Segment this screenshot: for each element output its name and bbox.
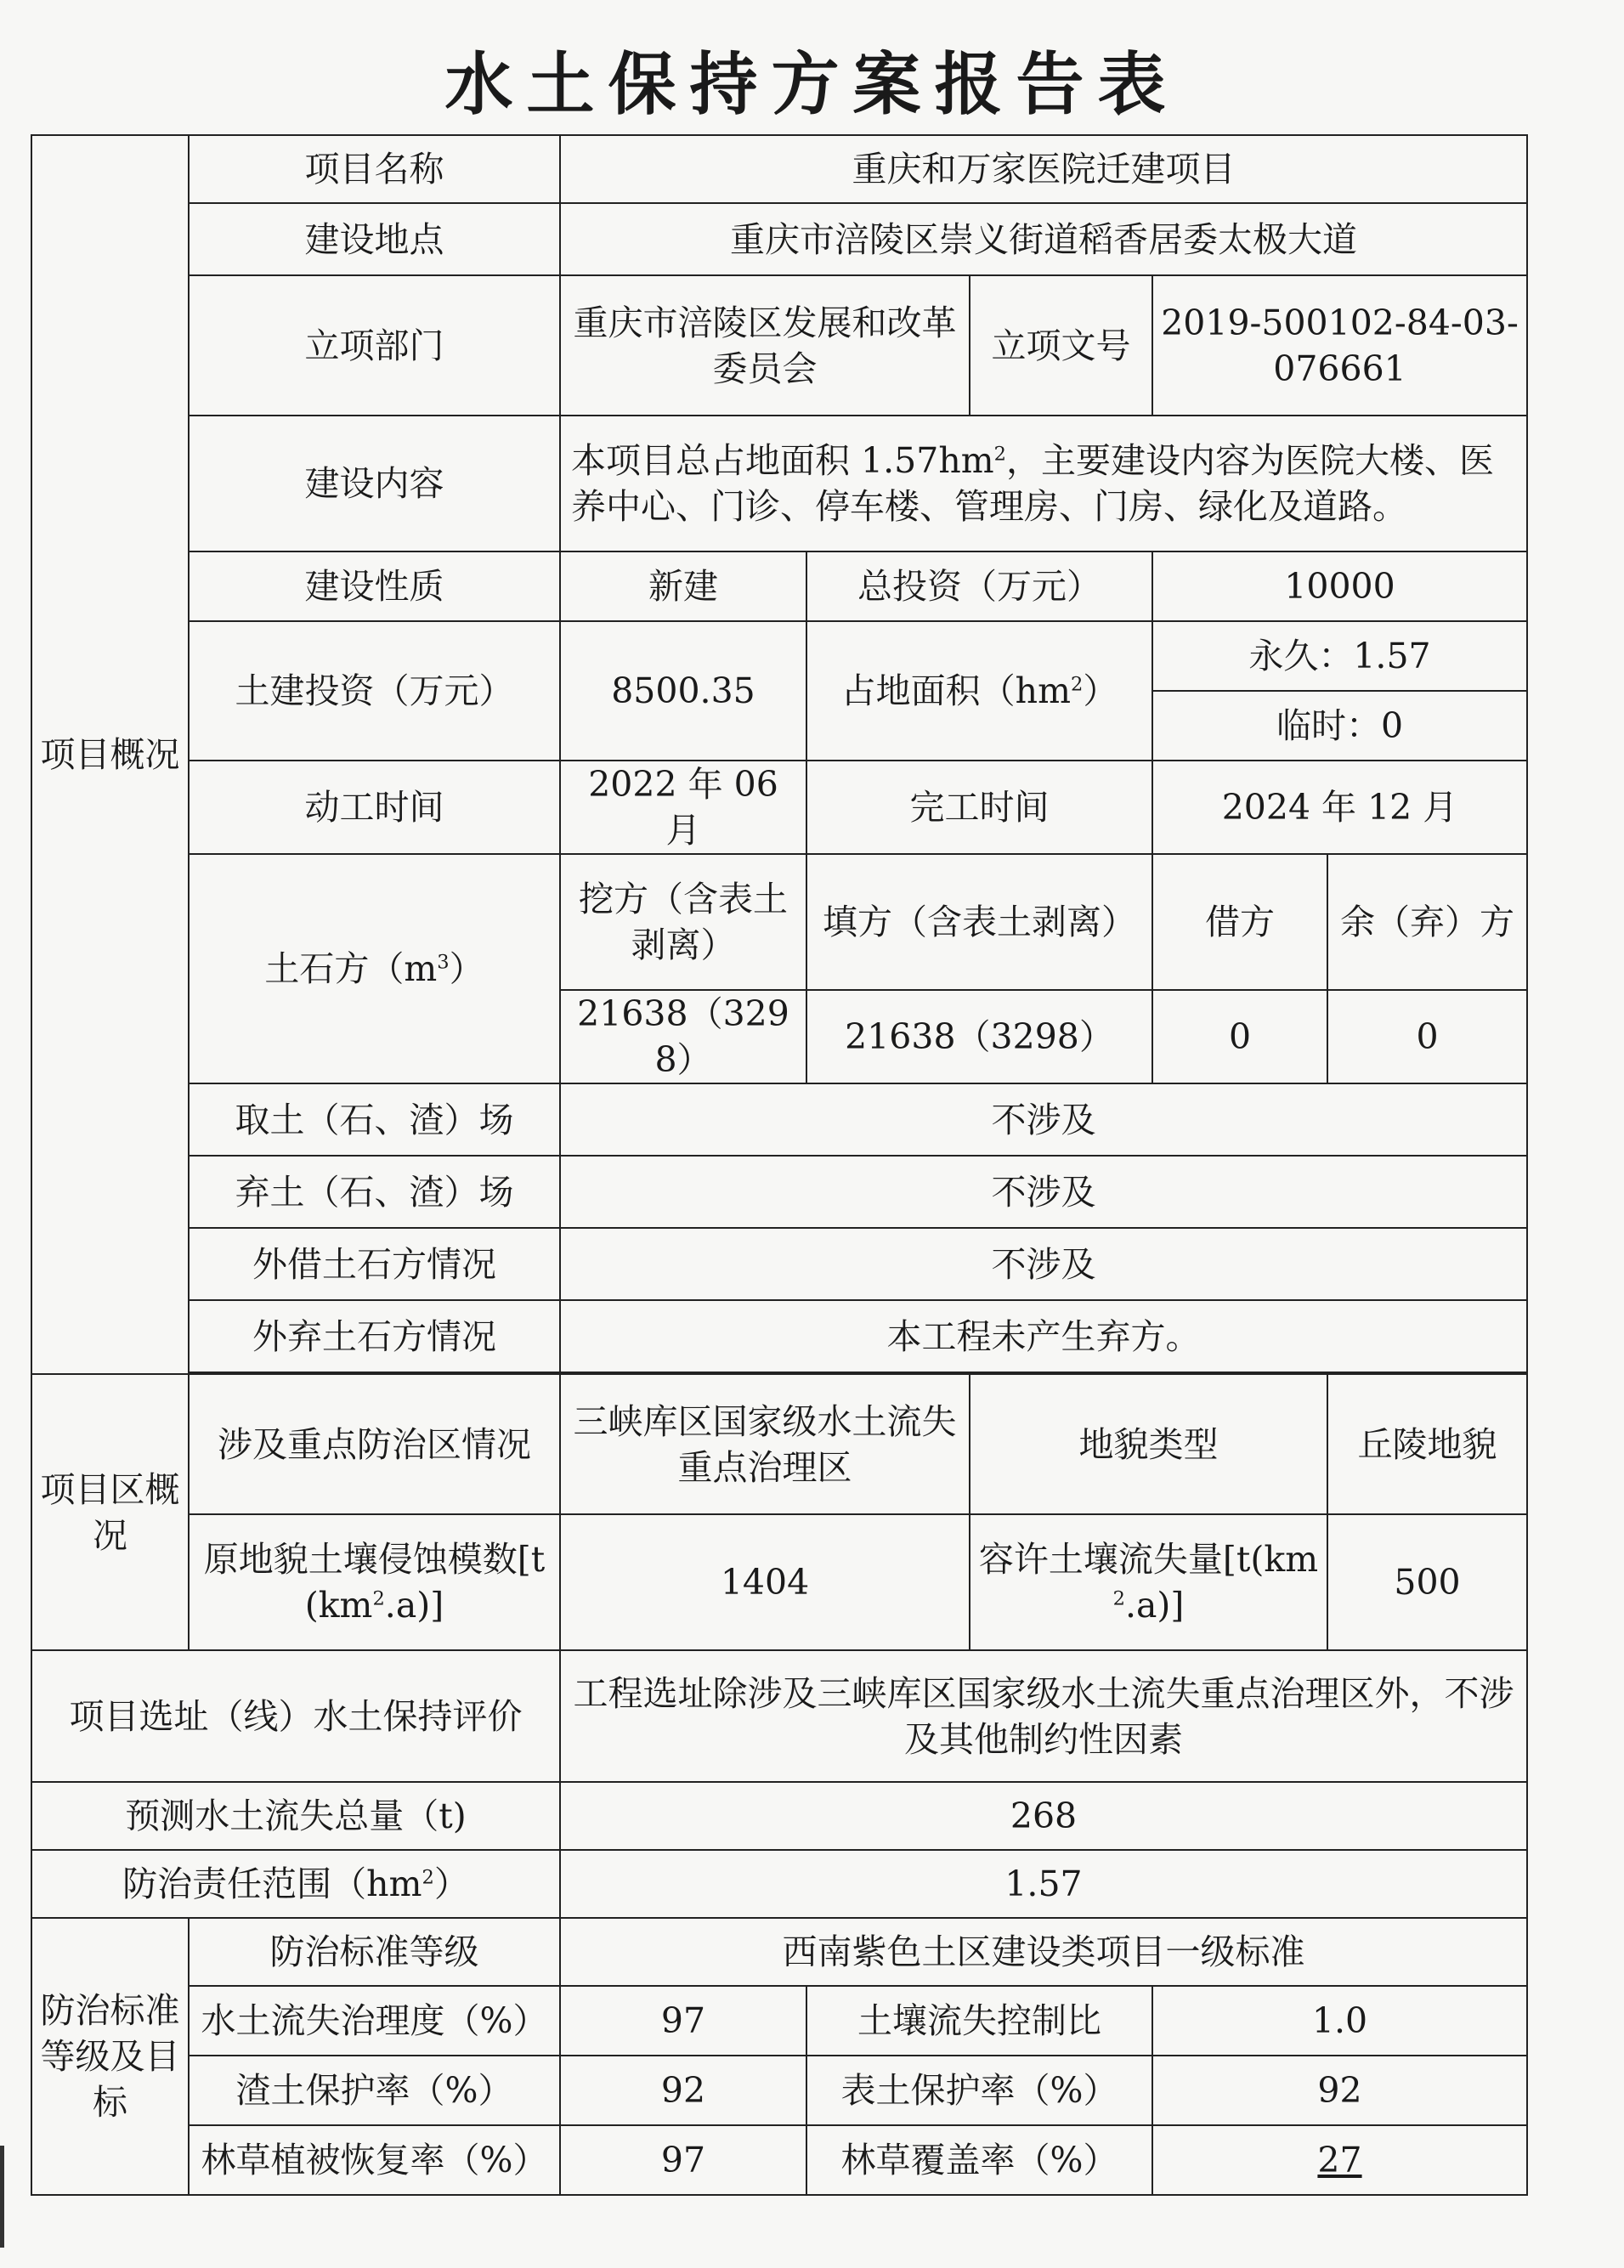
approval-dept-value: 重庆市涪陵区发展和改革委员会 [560,275,970,416]
vegetation-restoration-label: 林草植被恢复率（%） [189,2125,560,2195]
civil-invest-label: 土建投资（万元） [189,621,560,761]
topsoil-protection-value: 92 [1152,2056,1527,2125]
predicted-loss-value: 268 [560,1782,1527,1850]
scan-margin-mark [0,2146,4,2248]
vegetation-coverage-value: 27 [1152,2125,1527,2195]
nature-label: 建设性质 [189,551,560,621]
allowable-loss-label: 容许土壤流失量$[t(km^2.a)]$ [970,1514,1327,1650]
control-degree-label: 水土流失治理度（%） [189,1986,560,2056]
resp-range-label: 防治责任范围$(hm^2)$ [31,1850,560,1918]
project-name-value: 重庆和万家医院迁建项目 [560,135,1527,203]
section-project-area: 项目区概况 [31,1374,189,1650]
approval-doc-label: 立项文号 [970,275,1152,416]
approval-doc-value: 2019-500102-84-03-076661 [1152,275,1527,416]
allowable-loss-value: 500 [1327,1514,1527,1650]
land-area-permanent: 永久：1.57 [1152,621,1527,691]
spoil-label: 余（弃）方 [1327,854,1527,990]
excavation-value: 21638（3298） [560,990,806,1083]
spoil-site-value: 不涉及 [560,1156,1527,1228]
spoil-site-label: 弃土（石、渣）场 [189,1156,560,1228]
earthwork-label: 土石方$(m^3)$ [189,854,560,1083]
location-label: 建设地点 [189,203,560,275]
external-spoil-value: 本工程未产生弃方。 [560,1300,1527,1372]
predicted-loss-label: 预测水土流失总量（t) [31,1782,560,1850]
content-label: 建设内容 [189,416,560,551]
landform-value: 丘陵地貌 [1327,1374,1527,1514]
external-borrow-value: 不涉及 [560,1228,1527,1300]
external-borrow-label: 外借土石方情况 [189,1228,560,1300]
erosion-modulus-label: 原地貌土壤侵蚀模数$[t(km^2.a)]$ [189,1514,560,1650]
start-time-label: 动工时间 [189,761,560,854]
spoil-value: 0 [1327,990,1527,1083]
fill-label: 填方（含表土剥离） [806,854,1152,990]
resp-range-value: 1.57 [560,1850,1527,1918]
civil-invest-value: 8500.35 [560,621,806,761]
nature-value: 新建 [560,551,806,621]
control-degree-value: 97 [560,1986,806,2056]
site-eval-label: 项目选址（线）水土保持评价 [31,1650,560,1782]
erosion-modulus-value: 1404 [560,1514,970,1650]
form-title: 水土保持方案报告表 [444,45,1180,124]
end-time-label: 完工时间 [806,761,1152,854]
report-table [31,134,1528,2196]
land-area-label: 占地面积$(hm^2)$ [806,621,1152,761]
land-area-temporary: 临时：0 [1152,691,1527,761]
landform-label: 地貌类型 [970,1374,1327,1514]
vegetation-coverage-label: 林草覆盖率（%） [806,2125,1152,2195]
topsoil-protection-label: 表土保护率（%） [806,2056,1152,2125]
slag-protection-label: 渣土保护率（%） [189,2056,560,2125]
loss-control-ratio-label: 土壤流失控制比 [806,1986,1152,2056]
borrow-site-label: 取土（石、渣）场 [189,1083,560,1156]
total-invest-value: 10000 [1152,551,1527,621]
vegetation-restoration-value: 97 [560,2125,806,2195]
approval-dept-label: 立项部门 [189,275,560,416]
start-time-value: 2022 年 06 月 [560,761,806,854]
location-value: 重庆市涪陵区崇义街道稻香居委太极大道 [560,203,1527,275]
end-time-value: 2024 年 12 月 [1152,761,1527,854]
slag-protection-value: 92 [560,2056,806,2125]
site-eval-value: 工程选址除涉及三峡库区国家级水土流失重点治理区外，不涉及其他制约性因素 [560,1650,1527,1782]
grade-value: 西南紫色土区建设类项目一级标准 [560,1918,1527,1986]
borrow-site-value: 不涉及 [560,1083,1527,1156]
borrow-label: 借方 [1152,854,1327,990]
content-value: 本项目总占地面积 $1.57hm^2$，主要建设内容为医院大楼、医养中心、门诊、停车楼、管理房、门房、绿化及道路。 [560,416,1527,551]
project-name-label: 项目名称 [189,135,560,203]
loss-control-ratio-value: 1.0 [1152,1986,1527,2056]
excavation-label: 挖方（含表土剥离） [560,854,806,990]
section-standards: 防治标准等级及目标 [31,1918,189,2195]
key-zone-label: 涉及重点防治区情况 [189,1374,560,1514]
key-zone-value: 三峡库区国家级水土流失重点治理区 [560,1374,970,1514]
borrow-value: 0 [1152,990,1327,1083]
total-invest-label: 总投资（万元） [806,551,1152,621]
external-spoil-label: 外弃土石方情况 [189,1300,560,1372]
grade-label: 防治标准等级 [189,1918,560,1986]
fill-value: 21638（3298） [806,990,1152,1083]
section-project-overview: 项目概况 [31,135,189,1374]
